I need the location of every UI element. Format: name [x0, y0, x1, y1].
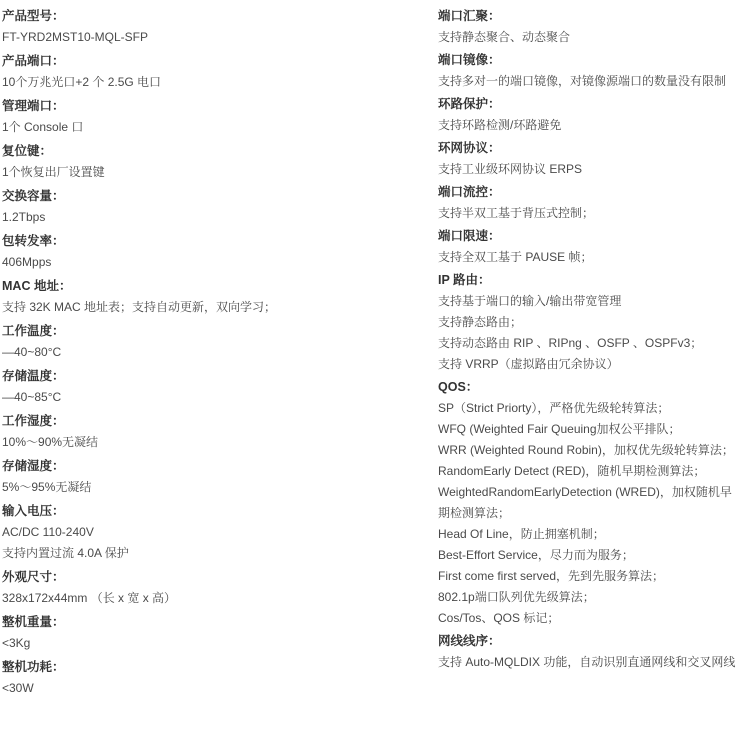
spec-value: 支持环路检测/环路避免 [438, 118, 562, 132]
spec-value: RandomEarly Detect (RED)，随机早期检测算法； [438, 464, 706, 478]
spec-term: QOS： [438, 380, 479, 394]
spec-value: 1个恢复出厂设置键 [2, 165, 105, 179]
spec-term: 端口镜像： [438, 53, 501, 67]
spec-value: WFQ (Weighted Fair Queuing加权公平排队； [438, 422, 681, 436]
spec-value: FT-YRD2MST10-MQL-SFP [2, 30, 149, 44]
spec-entry [0, 456, 430, 498]
spec-value: 5%～95%无凝结 [2, 480, 92, 494]
spec-entry [0, 567, 430, 609]
spec-entry [0, 366, 430, 408]
spec-value: 支持 32K MAC 地址表；支持自动更新，双向学习； [2, 300, 277, 314]
spec-term: 端口汇聚： [438, 9, 501, 23]
spec-term: 存储湿度： [2, 459, 65, 473]
spec-value: Cos/Tos、QOS 标记； [438, 611, 560, 625]
spec-value: SP（Strict Priorty），严格优先级轮转算法； [438, 401, 670, 415]
spec-value: 1个 Console 口 [2, 120, 84, 134]
spec-entry [0, 96, 430, 138]
spec-entry [434, 226, 744, 268]
spec-entry [0, 321, 430, 363]
spec-value: Best-Effort Service，尽力而为服务； [438, 548, 634, 562]
spec-entry [434, 270, 744, 375]
spec-term: 产品端口： [2, 54, 65, 68]
spec-entry [434, 94, 744, 136]
spec-value: Head Of Line，防止拥塞机制； [438, 527, 605, 541]
spec-value: 328x172x44mm （长 x 宽 x 高） [2, 591, 177, 605]
spec-value: 10个万兆光口+2 个 2.5G 电口 [2, 75, 162, 89]
spec-entry [0, 186, 430, 228]
spec-term: 存储温度： [2, 369, 65, 383]
spec-term: IP 路由： [438, 273, 491, 287]
spec-value: First come first served，先到先服务算法； [438, 569, 665, 583]
spec-term: 管理端口： [2, 99, 65, 113]
spec-term: 网线线序： [438, 634, 501, 648]
spec-value: 支持半双工基于背压式控制； [438, 206, 595, 220]
spec-term: 产品型号： [2, 9, 65, 23]
spec-value: 支持全双工基于 PAUSE 帧； [438, 250, 593, 264]
spec-entry [0, 6, 430, 48]
spec-value: 支持静态聚合、动态聚合 [438, 30, 571, 44]
spec-value: 支持多对一的端口镜像，对镜像源端口的数量没有限制 [438, 74, 727, 88]
spec-value: 支持内置过流 4.0A 保护 [2, 546, 129, 560]
spec-entry [0, 276, 430, 318]
spec-entry [434, 631, 744, 673]
spec-term: 环路保护： [438, 97, 501, 111]
spec-value: 1.2Tbps [2, 210, 46, 224]
spec-value: 支持工业级环网协议 ERPS [438, 162, 583, 176]
spec-term: 工作湿度： [2, 414, 65, 428]
spec-entry [434, 377, 744, 629]
spec-value: —40~80°C [2, 345, 62, 359]
spec-value: 802.1p端口队列优先级算法； [438, 590, 595, 604]
spec-entry [0, 231, 430, 273]
spec-entry [0, 612, 430, 654]
spec-term: 整机重量： [2, 615, 65, 629]
spec-term: 包转发率： [2, 234, 65, 248]
spec-term: 整机功耗： [2, 660, 65, 674]
spec-term: 端口限速： [438, 229, 501, 243]
spec-entry [0, 141, 430, 183]
spec-value: 期检测算法； [438, 506, 511, 520]
spec-value: WRR (Weighted Round Robin)，加权优先级轮转算法； [438, 443, 734, 457]
spec-value: 支持 VRRP（虚拟路由冗余协议） [438, 357, 619, 371]
spec-entry [0, 501, 430, 564]
spec-term: 外观尺寸： [2, 570, 65, 584]
spec-value: 406Mpps [2, 255, 52, 269]
spec-value: <3Kg [2, 636, 31, 650]
spec-term: 输入电压： [2, 504, 65, 518]
spec-value: 支持静态路由； [438, 315, 523, 329]
spec-term: MAC 地址： [2, 279, 72, 293]
spec-value: 支持 Auto-MQLDIX 功能，自动识别直通网线和交叉网线 [438, 655, 736, 669]
spec-term: 工作温度： [2, 324, 65, 338]
spec-value: 10%～90%无凝结 [2, 435, 99, 449]
spec-value: 支持动态路由 RIP 、RIPng 、OSFP 、OSPFv3； [438, 336, 703, 350]
spec-entry [434, 138, 744, 180]
spec-term: 环网协议： [438, 141, 501, 155]
spec-term: 端口流控： [438, 185, 501, 199]
spec-entry [434, 6, 744, 48]
spec-term: 复位键： [2, 144, 53, 158]
spec-value: 支持基于端口的输入/输出带宽管理 [438, 294, 622, 308]
spec-entry [0, 657, 430, 699]
spec-value: —40~85°C [2, 390, 62, 404]
spec-entry [0, 51, 430, 93]
spec-value: <30W [2, 681, 34, 695]
spec-entry [434, 50, 744, 92]
spec-value: WeightedRandomEarlyDetection (WRED)，加权随机早 [438, 485, 732, 499]
spec-term: 交换容量： [2, 189, 65, 203]
spec-entry [434, 182, 744, 224]
spec-entry [0, 411, 430, 453]
spec-value: AC/DC 110-240V [2, 525, 94, 539]
right-spec-column [434, 0, 744, 675]
